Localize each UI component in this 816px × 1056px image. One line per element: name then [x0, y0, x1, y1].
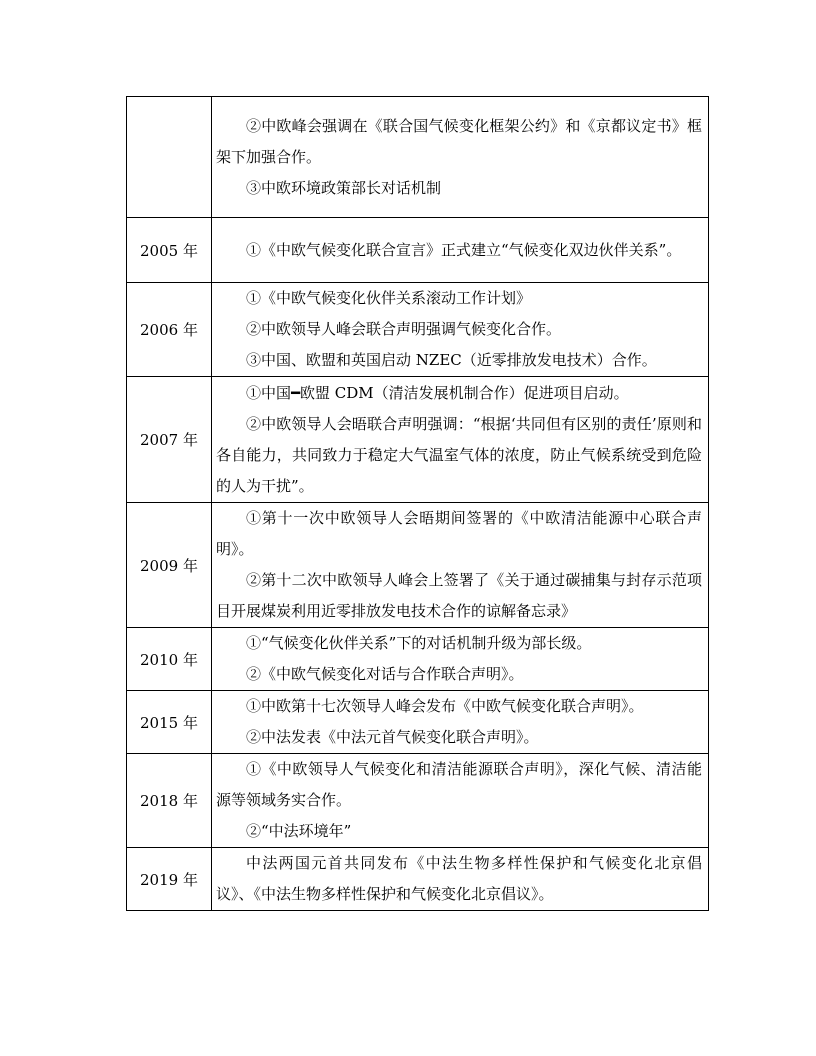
- list-item: ②“中法环境年”: [246, 822, 352, 840]
- content-cell: [212, 503, 709, 628]
- year-cell: 2010 年: [127, 628, 212, 691]
- list-item: ①中欧第十七次领导人峰会发布《中欧气候变化联合声明》。: [246, 697, 644, 715]
- list-item: ①“气候变化伙伴关系”下的对话机制升级为部长级。: [246, 634, 592, 652]
- table-row: [127, 218, 709, 283]
- table-row: [127, 754, 709, 848]
- year-cell: 2018 年: [127, 754, 212, 848]
- list-item: ①《中欧领导人气候变化和清洁能源联合声明》，深化气候、清洁能源等领域务实合作。: [216, 760, 702, 809]
- year-cell: 2015 年: [127, 691, 212, 754]
- content-cell: [212, 848, 709, 911]
- list-item: ②中欧峰会强调在《联合国气候变化框架公约》和《京都议定书》框架下加强合作。: [216, 116, 702, 166]
- list-item: 中法两国元首共同发布《中法生物多样性保护和气候变化北京倡议》、《中法生物多样性保护和气候变化北京倡议》。: [216, 854, 702, 903]
- year-cell: [127, 97, 212, 218]
- list-item: ③中国、欧盟和英国启动 NZEC（近零排放发电技术）合作。: [246, 351, 657, 369]
- content-cell: [212, 377, 709, 503]
- list-item: ②中欧领导人峰会联合声明强调气候变化合作。: [246, 320, 562, 338]
- content-cell: [212, 97, 709, 218]
- list-item: ①中国━欧盟 CDM（清洁发展机制合作）促进项目启动。: [246, 383, 629, 402]
- document-page: [126, 96, 702, 911]
- list-item: ①《中欧气候变化伙伴关系滚动工作计划》: [246, 289, 532, 307]
- table-row: [127, 97, 709, 218]
- climate-cooperation-timeline-table: [126, 96, 709, 911]
- table-row: [127, 691, 709, 754]
- content-cell: [212, 754, 709, 848]
- list-item: ②中法发表《中法元首气候变化联合声明》。: [246, 728, 539, 746]
- table-row: [127, 283, 709, 377]
- content-cell: [212, 691, 709, 754]
- year-cell: 2006 年: [127, 283, 212, 377]
- content-cell: [212, 218, 709, 283]
- table-row: [127, 628, 709, 691]
- list-item: ①《中欧气候变化联合宣言》正式建立“气候变化双边伙伴关系”。: [246, 240, 682, 259]
- list-item: ②《中欧气候变化对话与合作联合声明》。: [246, 665, 524, 683]
- content-cell: [212, 283, 709, 377]
- list-item: ③中欧环境政策部长对话机制: [246, 178, 442, 197]
- list-item: ①第十一次中欧领导人会晤期间签署的《中欧清洁能源中心联合声明》。: [216, 509, 702, 558]
- table-row: [127, 503, 709, 628]
- year-cell: 2019 年: [127, 848, 212, 911]
- table-row: [127, 848, 709, 911]
- table-row: [127, 377, 709, 503]
- year-cell: 2007 年: [127, 377, 212, 503]
- list-item: ②中欧领导人会晤联合声明强调：“根据‘共同但有区别的责任’原则和各自能力，共同致力于稳定大气温室气体的浓度，防止气候系统受到危险的人为干扰”。: [216, 414, 702, 495]
- year-cell: 2005 年: [127, 218, 212, 283]
- list-item: ②第十二次中欧领导人峰会上签署了《关于通过碳捕集与封存示范项目开展煤炭利用近零排放发电技术合作的谅解备忘录》: [216, 571, 702, 620]
- content-cell: [212, 628, 709, 691]
- year-cell: 2009 年: [127, 503, 212, 628]
